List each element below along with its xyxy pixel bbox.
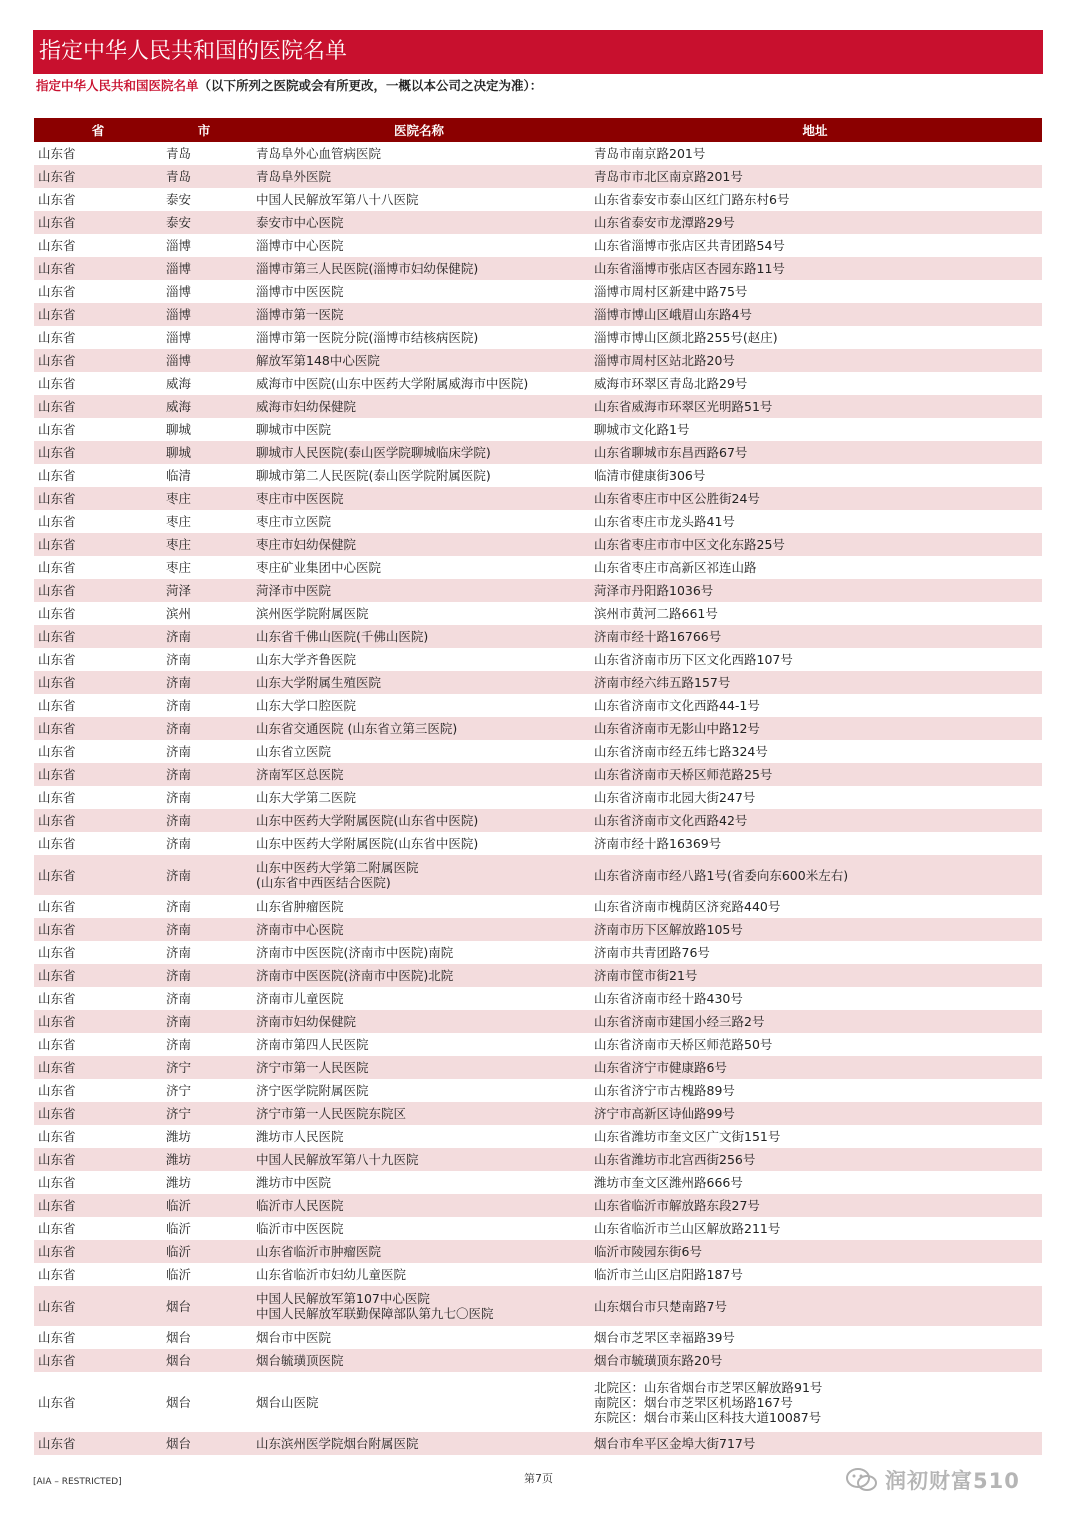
wechat-icon bbox=[845, 1466, 879, 1494]
cell-hospital-name: 滨州医学院附属医院 bbox=[256, 606, 369, 621]
cell-hospital-name: 枣庄市中医医院 bbox=[256, 491, 344, 506]
cell-address: 烟台市芝罘区幸福路39号 bbox=[594, 1330, 735, 1345]
cell-hospital-name: 临沂市人民医院 bbox=[256, 1198, 344, 1213]
cell-hospital-name: 青岛阜外心血管病医院 bbox=[256, 146, 382, 161]
cell-city: 威海 bbox=[166, 399, 192, 414]
cell-province: 山东省 bbox=[38, 169, 76, 184]
table-row bbox=[34, 303, 1042, 326]
table-row bbox=[34, 257, 1042, 280]
table-row bbox=[34, 809, 1042, 832]
cell-address: 淄博市博山区颜北路255号(赵庄) bbox=[594, 330, 778, 345]
cell-address: 山东省淄博市张店区杏园东路11号 bbox=[594, 261, 785, 276]
cell-address: 山东省临沂市解放路东段27号 bbox=[594, 1198, 760, 1213]
cell-address: 淄博市周村区新建中路75号 bbox=[594, 284, 748, 299]
cell-hospital-name: 青岛阜外医院 bbox=[256, 169, 332, 184]
table-header bbox=[34, 118, 1042, 142]
cell-province: 山东省 bbox=[38, 675, 76, 690]
cell-city: 济南 bbox=[166, 790, 192, 805]
cell-address: 山东省济宁市健康路6号 bbox=[594, 1060, 727, 1075]
cell-province: 山东省 bbox=[38, 790, 76, 805]
cell-province: 山东省 bbox=[38, 1106, 76, 1121]
cell-hospital-name: 山东大学齐鲁医院 bbox=[256, 652, 357, 667]
cell-hospital-name: 济宁医学院附属医院 bbox=[256, 1083, 369, 1098]
cell-hospital-name: 济南军区总医院 bbox=[256, 767, 344, 782]
cell-hospital-name: 济南市中医医院(济南市中医院)北院 bbox=[256, 968, 454, 983]
cell-city: 淄博 bbox=[166, 307, 192, 322]
table-row bbox=[34, 786, 1042, 809]
cell-province: 山东省 bbox=[38, 537, 76, 552]
cell-hospital-name: 聊城市人民医院(泰山医学院聊城临床学院) bbox=[256, 445, 491, 460]
watermark bbox=[845, 1460, 1045, 1500]
cell-hospital-name: 淄博市第三人民医院(淄博市妇幼保健院) bbox=[256, 261, 479, 276]
cell-province: 山东省 bbox=[38, 491, 76, 506]
cell-address: 菏泽市丹阳路1036号 bbox=[594, 583, 714, 598]
table-row bbox=[34, 1102, 1042, 1125]
cell-address: 烟台市牟平区金埠大街717号 bbox=[594, 1436, 756, 1451]
cell-city: 泰安 bbox=[166, 192, 192, 207]
cell-hospital-name: 中国人民解放军第107中心医院 中国人民解放军联勤保障部队第九七〇医院 bbox=[256, 1291, 494, 1321]
cell-hospital-name: 山东中医药大学附属医院(山东省中医院) bbox=[256, 836, 479, 851]
cell-province: 山东省 bbox=[38, 1175, 76, 1190]
cell-address: 济南市经十路16766号 bbox=[594, 629, 722, 644]
cell-city: 青岛 bbox=[166, 169, 192, 184]
header-city: 市 bbox=[197, 123, 211, 138]
table-row bbox=[34, 1194, 1042, 1217]
classification-label: [AIA – RESTRICTED] bbox=[33, 1477, 122, 1487]
cell-province: 山东省 bbox=[38, 1353, 76, 1368]
cell-address: 山东省济南市历下区文化西路107号 bbox=[594, 652, 793, 667]
cell-city: 淄博 bbox=[166, 353, 192, 368]
cell-hospital-name: 山东大学口腔医院 bbox=[256, 698, 357, 713]
cell-province: 山东省 bbox=[38, 721, 76, 736]
cell-address: 淄博市博山区峨眉山东路4号 bbox=[594, 307, 752, 322]
cell-address: 山东省聊城市东昌西路67号 bbox=[594, 445, 748, 460]
table-row bbox=[34, 763, 1042, 786]
cell-hospital-name: 济南市中心医院 bbox=[256, 922, 344, 937]
table-row bbox=[34, 1010, 1042, 1033]
cell-province: 山东省 bbox=[38, 399, 76, 414]
cell-address: 山东省泰安市龙潭路29号 bbox=[594, 215, 735, 230]
cell-hospital-name: 山东中医药大学附属医院(山东省中医院) bbox=[256, 813, 479, 828]
cell-city: 青岛 bbox=[166, 146, 192, 161]
table-row bbox=[34, 1372, 1042, 1432]
cell-city: 济南 bbox=[166, 922, 192, 937]
cell-city: 潍坊 bbox=[166, 1129, 192, 1144]
cell-hospital-name: 山东大学第二医院 bbox=[256, 790, 357, 805]
table-row bbox=[34, 740, 1042, 763]
table-row bbox=[34, 372, 1042, 395]
cell-hospital-name: 淄博市第一医院分院(淄博市结核病医院) bbox=[256, 330, 479, 345]
cell-city: 淄博 bbox=[166, 330, 192, 345]
cell-city: 济南 bbox=[166, 836, 192, 851]
cell-city: 威海 bbox=[166, 376, 192, 391]
table-row bbox=[34, 964, 1042, 987]
cell-city: 济南 bbox=[166, 1014, 192, 1029]
table-row bbox=[34, 326, 1042, 349]
cell-province: 山东省 bbox=[38, 514, 76, 529]
cell-hospital-name: 泰安市中心医院 bbox=[256, 215, 344, 230]
cell-address: 临沂市陵园东街6号 bbox=[594, 1244, 702, 1259]
cell-hospital-name: 枣庄市妇幼保健院 bbox=[256, 537, 357, 552]
cell-hospital-name: 济南市第四人民医院 bbox=[256, 1037, 369, 1052]
table-row bbox=[34, 1432, 1042, 1455]
cell-city: 潍坊 bbox=[166, 1152, 192, 1167]
table-row bbox=[34, 234, 1042, 257]
table-row bbox=[34, 694, 1042, 717]
cell-address: 山东省泰安市泰山区红门路东村6号 bbox=[594, 192, 790, 207]
cell-city: 济南 bbox=[166, 652, 192, 667]
cell-address: 山东省枣庄市市中区文化东路25号 bbox=[594, 537, 785, 552]
cell-province: 山东省 bbox=[38, 1083, 76, 1098]
cell-city: 烟台 bbox=[166, 1353, 192, 1368]
cell-address: 山东省济南市文化西路42号 bbox=[594, 813, 748, 828]
table-row bbox=[34, 349, 1042, 372]
cell-address: 山东省济南市建国小经三路2号 bbox=[594, 1014, 765, 1029]
cell-province: 山东省 bbox=[38, 330, 76, 345]
cell-province: 山东省 bbox=[38, 867, 76, 883]
table-row bbox=[34, 895, 1042, 918]
page-number: 第7页 bbox=[524, 1472, 553, 1485]
cell-hospital-name: 淄博市第一医院 bbox=[256, 307, 344, 322]
table-row bbox=[34, 1171, 1042, 1194]
cell-address: 山东省济宁市古槐路89号 bbox=[594, 1083, 735, 1098]
table-row bbox=[34, 1056, 1042, 1079]
cell-province: 山东省 bbox=[38, 376, 76, 391]
cell-province: 山东省 bbox=[38, 1436, 76, 1451]
cell-address: 滨州市黄河二路661号 bbox=[594, 606, 718, 621]
cell-province: 山东省 bbox=[38, 1394, 76, 1410]
cell-hospital-name: 烟台毓璜顶医院 bbox=[256, 1353, 344, 1368]
cell-province: 山东省 bbox=[38, 899, 76, 914]
subtitle bbox=[36, 76, 542, 94]
cell-city: 枣庄 bbox=[166, 514, 192, 529]
cell-address: 潍坊市奎文区潍州路666号 bbox=[594, 1175, 743, 1190]
table-row bbox=[34, 280, 1042, 303]
table-row bbox=[34, 556, 1042, 579]
table-row bbox=[34, 1217, 1042, 1240]
table-row bbox=[34, 1033, 1042, 1056]
cell-province: 山东省 bbox=[38, 1221, 76, 1236]
cell-city: 聊城 bbox=[166, 422, 192, 437]
cell-address: 济南市筐市街21号 bbox=[594, 968, 698, 983]
cell-city: 济南 bbox=[166, 767, 192, 782]
table-row bbox=[34, 1148, 1042, 1171]
cell-hospital-name: 聊城市第二人民医院(泰山医学院附属医院) bbox=[256, 468, 491, 483]
cell-hospital-name: 济宁市第一人民医院 bbox=[256, 1060, 369, 1075]
cell-address: 威海市环翠区青岛北路29号 bbox=[594, 376, 748, 391]
cell-province: 山东省 bbox=[38, 192, 76, 207]
table-row bbox=[34, 533, 1042, 556]
cell-hospital-name: 济南市中医医院(济南市中医院)南院 bbox=[256, 945, 454, 960]
cell-province: 山东省 bbox=[38, 1198, 76, 1213]
cell-city: 济南 bbox=[166, 675, 192, 690]
cell-city: 枣庄 bbox=[166, 560, 192, 575]
cell-hospital-name: 枣庄矿业集团中心医院 bbox=[256, 560, 382, 575]
cell-hospital-name: 山东省肿瘤医院 bbox=[256, 899, 344, 914]
cell-hospital-name: 聊城市中医院 bbox=[256, 422, 332, 437]
cell-address: 济南市经十路16369号 bbox=[594, 836, 722, 851]
cell-province: 山东省 bbox=[38, 1152, 76, 1167]
cell-province: 山东省 bbox=[38, 922, 76, 937]
table-row bbox=[34, 142, 1042, 165]
hospital-table bbox=[34, 118, 1042, 1455]
cell-hospital-name: 威海市妇幼保健院 bbox=[256, 399, 357, 414]
subtitle-emphasis: 指定中华人民共和国医院名单 bbox=[36, 78, 199, 93]
table-body bbox=[34, 142, 1042, 1455]
cell-city: 济宁 bbox=[166, 1083, 192, 1098]
cell-address: 山东省济南市天桥区师范路50号 bbox=[594, 1037, 773, 1052]
cell-address: 临清市健康街306号 bbox=[594, 468, 706, 483]
cell-city: 临沂 bbox=[166, 1198, 192, 1213]
cell-city: 济南 bbox=[166, 968, 192, 983]
cell-province: 山东省 bbox=[38, 606, 76, 621]
cell-city: 淄博 bbox=[166, 284, 192, 299]
cell-city: 淄博 bbox=[166, 261, 192, 276]
cell-hospital-name: 临沂市中医医院 bbox=[256, 1221, 344, 1236]
cell-address: 济南市经六纬五路157号 bbox=[594, 675, 731, 690]
cell-address: 青岛市南京路201号 bbox=[594, 146, 706, 161]
cell-city: 烟台 bbox=[166, 1394, 192, 1410]
cell-province: 山东省 bbox=[38, 991, 76, 1006]
cell-hospital-name: 烟台市中医院 bbox=[256, 1330, 332, 1345]
table-row bbox=[34, 1326, 1042, 1349]
cell-city: 潍坊 bbox=[166, 1175, 192, 1190]
cell-province: 山东省 bbox=[38, 1037, 76, 1052]
cell-city: 济南 bbox=[166, 721, 192, 736]
cell-province: 山东省 bbox=[38, 307, 76, 322]
cell-address: 北院区：山东省烟台市芝罘区解放路91号 南院区：烟台市芝罘区机场路167号 东院区：烟台市莱山区科技大道10087号 bbox=[594, 1379, 823, 1425]
cell-address: 山东省威海市环翠区光明路51号 bbox=[594, 399, 773, 414]
table-row bbox=[34, 395, 1042, 418]
cell-address: 烟台市毓璜顶东路20号 bbox=[594, 1353, 723, 1368]
cell-province: 山东省 bbox=[38, 583, 76, 598]
cell-hospital-name: 山东省临沂市肿瘤医院 bbox=[256, 1244, 382, 1259]
table-row bbox=[34, 1263, 1042, 1286]
cell-province: 山东省 bbox=[38, 284, 76, 299]
cell-hospital-name: 潍坊市中医院 bbox=[256, 1175, 332, 1190]
cell-hospital-name: 济宁市第一人民医院东院区 bbox=[256, 1106, 407, 1121]
table-row bbox=[34, 832, 1042, 855]
cell-address: 山东省淄博市张店区共青团路54号 bbox=[594, 238, 785, 253]
cell-hospital-name: 山东中医药大学第二附属医院 (山东省中西医结合医院) bbox=[256, 860, 419, 890]
cell-hospital-name: 山东省临沂市妇幼儿童医院 bbox=[256, 1267, 407, 1282]
header-address: 地址 bbox=[802, 123, 828, 138]
cell-province: 山东省 bbox=[38, 1330, 76, 1345]
cell-address: 山东烟台市只楚南路7号 bbox=[594, 1298, 727, 1314]
cell-address: 青岛市市北区南京路201号 bbox=[594, 169, 743, 184]
table-row bbox=[34, 717, 1042, 740]
cell-hospital-name: 山东省千佛山医院(千佛山医院) bbox=[256, 629, 429, 644]
table-row bbox=[34, 648, 1042, 671]
table-row bbox=[34, 1125, 1042, 1148]
cell-province: 山东省 bbox=[38, 652, 76, 667]
cell-address: 淄博市周村区站北路20号 bbox=[594, 353, 735, 368]
cell-province: 山东省 bbox=[38, 261, 76, 276]
cell-city: 烟台 bbox=[166, 1298, 192, 1314]
cell-city: 济南 bbox=[166, 629, 192, 644]
cell-hospital-name: 烟台山医院 bbox=[256, 1394, 319, 1410]
cell-province: 山东省 bbox=[38, 238, 76, 253]
table-row bbox=[34, 1349, 1042, 1372]
cell-hospital-name: 山东省交通医院 (山东省立第三医院) bbox=[256, 721, 458, 736]
table-row bbox=[34, 671, 1042, 694]
cell-address: 山东省济南市北园大街247号 bbox=[594, 790, 756, 805]
cell-province: 山东省 bbox=[38, 836, 76, 851]
cell-province: 山东省 bbox=[38, 1060, 76, 1075]
table-row bbox=[34, 602, 1042, 625]
cell-province: 山东省 bbox=[38, 1298, 76, 1314]
cell-city: 济南 bbox=[166, 813, 192, 828]
table-row bbox=[34, 941, 1042, 964]
cell-province: 山东省 bbox=[38, 1129, 76, 1144]
cell-address: 聊城市文化路1号 bbox=[594, 422, 690, 437]
page-title: 指定中华人民共和国的医院名单 bbox=[33, 30, 1043, 74]
cell-address: 济南市共青团路76号 bbox=[594, 945, 710, 960]
table-row bbox=[34, 579, 1042, 602]
cell-address: 山东省潍坊市北宫西街256号 bbox=[594, 1152, 756, 1167]
cell-hospital-name: 中国人民解放军第八十八医院 bbox=[256, 192, 419, 207]
cell-city: 临清 bbox=[166, 468, 192, 483]
cell-hospital-name: 淄博市中心医院 bbox=[256, 238, 344, 253]
table-row bbox=[34, 487, 1042, 510]
cell-city: 济南 bbox=[166, 991, 192, 1006]
subtitle-note: （以下所列之医院或会有所更改，一概以本公司之决定为准）： bbox=[198, 78, 543, 93]
cell-province: 山东省 bbox=[38, 215, 76, 230]
cell-city: 济南 bbox=[166, 1037, 192, 1052]
cell-hospital-name: 山东大学附属生殖医院 bbox=[256, 675, 382, 690]
cell-address: 临沂市兰山区启阳路187号 bbox=[594, 1267, 743, 1282]
table-row bbox=[34, 165, 1042, 188]
cell-city: 枣庄 bbox=[166, 491, 192, 506]
cell-province: 山东省 bbox=[38, 1244, 76, 1259]
cell-city: 烟台 bbox=[166, 1330, 192, 1345]
watermark-text: 润初财富510 bbox=[885, 1469, 1020, 1493]
header-province: 省 bbox=[91, 123, 105, 138]
cell-province: 山东省 bbox=[38, 744, 76, 759]
cell-hospital-name: 中国人民解放军第八十九医院 bbox=[256, 1152, 419, 1167]
cell-address: 山东省济南市槐荫区济兖路440号 bbox=[594, 899, 781, 914]
cell-city: 聊城 bbox=[166, 445, 192, 460]
table-row bbox=[34, 441, 1042, 464]
cell-hospital-name: 潍坊市人民医院 bbox=[256, 1129, 344, 1144]
cell-city: 济南 bbox=[166, 744, 192, 759]
cell-province: 山东省 bbox=[38, 968, 76, 983]
cell-province: 山东省 bbox=[38, 698, 76, 713]
cell-city: 济宁 bbox=[166, 1060, 192, 1075]
cell-city: 枣庄 bbox=[166, 537, 192, 552]
table-row bbox=[34, 188, 1042, 211]
table-row bbox=[34, 418, 1042, 441]
cell-hospital-name: 济南市儿童医院 bbox=[256, 991, 344, 1006]
cell-hospital-name: 解放军第148中心医院 bbox=[256, 353, 380, 368]
cell-address: 山东省临沂市兰山区解放路211号 bbox=[594, 1221, 781, 1236]
cell-city: 滨州 bbox=[166, 606, 192, 621]
cell-city: 菏泽 bbox=[166, 583, 192, 598]
cell-city: 临沂 bbox=[166, 1221, 192, 1236]
cell-province: 山东省 bbox=[38, 629, 76, 644]
cell-province: 山东省 bbox=[38, 813, 76, 828]
cell-city: 泰安 bbox=[166, 215, 192, 230]
header-hospital-name: 医院名称 bbox=[393, 123, 444, 138]
table-row bbox=[34, 211, 1042, 234]
cell-province: 山东省 bbox=[38, 146, 76, 161]
cell-address: 山东省济南市文化西路44-1号 bbox=[594, 698, 760, 713]
cell-hospital-name: 枣庄市立医院 bbox=[256, 514, 332, 529]
cell-hospital-name: 山东省立医院 bbox=[256, 744, 332, 759]
cell-address: 山东省枣庄市中区公胜街24号 bbox=[594, 491, 760, 506]
table-row bbox=[34, 1240, 1042, 1263]
cell-city: 临沂 bbox=[166, 1267, 192, 1282]
cell-province: 山东省 bbox=[38, 445, 76, 460]
cell-address: 山东省济南市经十路430号 bbox=[594, 991, 743, 1006]
cell-hospital-name: 山东滨州医学院烟台附属医院 bbox=[256, 1436, 419, 1451]
cell-hospital-name: 威海市中医院(山东中医药大学附属威海市中医院) bbox=[256, 376, 529, 391]
table-row bbox=[34, 987, 1042, 1010]
cell-address: 山东省枣庄市龙头路41号 bbox=[594, 514, 735, 529]
cell-address: 山东省济南市经五纬七路324号 bbox=[594, 744, 768, 759]
cell-address: 山东省济南市天桥区师范路25号 bbox=[594, 767, 773, 782]
table-row bbox=[34, 1286, 1042, 1326]
cell-province: 山东省 bbox=[38, 945, 76, 960]
cell-province: 山东省 bbox=[38, 560, 76, 575]
cell-city: 临沂 bbox=[166, 1244, 192, 1259]
cell-city: 济南 bbox=[166, 698, 192, 713]
cell-city: 济宁 bbox=[166, 1106, 192, 1121]
cell-province: 山东省 bbox=[38, 422, 76, 437]
table-row bbox=[34, 855, 1042, 895]
cell-city: 济南 bbox=[166, 899, 192, 914]
cell-province: 山东省 bbox=[38, 767, 76, 782]
cell-city: 淄博 bbox=[166, 238, 192, 253]
cell-hospital-name: 淄博市中医医院 bbox=[256, 284, 344, 299]
cell-province: 山东省 bbox=[38, 1267, 76, 1282]
cell-address: 济宁市高新区诗仙路99号 bbox=[594, 1106, 735, 1121]
table-row bbox=[34, 510, 1042, 533]
cell-city: 烟台 bbox=[166, 1436, 192, 1451]
cell-address: 山东省潍坊市奎文区广文街151号 bbox=[594, 1129, 781, 1144]
cell-city: 济南 bbox=[166, 945, 192, 960]
table-row bbox=[34, 464, 1042, 487]
cell-address: 山东省济南市经八路1号(省委向东600米左右) bbox=[594, 867, 849, 883]
table-row bbox=[34, 625, 1042, 648]
cell-address: 山东省济南市无影山中路12号 bbox=[594, 721, 760, 736]
cell-city: 济南 bbox=[166, 867, 192, 883]
cell-province: 山东省 bbox=[38, 353, 76, 368]
cell-province: 山东省 bbox=[38, 1014, 76, 1029]
table-row bbox=[34, 1079, 1042, 1102]
cell-hospital-name: 菏泽市中医院 bbox=[256, 583, 332, 598]
table-row bbox=[34, 918, 1042, 941]
cell-address: 济南市历下区解放路105号 bbox=[594, 922, 743, 937]
cell-province: 山东省 bbox=[38, 468, 76, 483]
cell-hospital-name: 济南市妇幼保健院 bbox=[256, 1014, 357, 1029]
cell-address: 山东省枣庄市高新区祁连山路 bbox=[594, 560, 757, 575]
